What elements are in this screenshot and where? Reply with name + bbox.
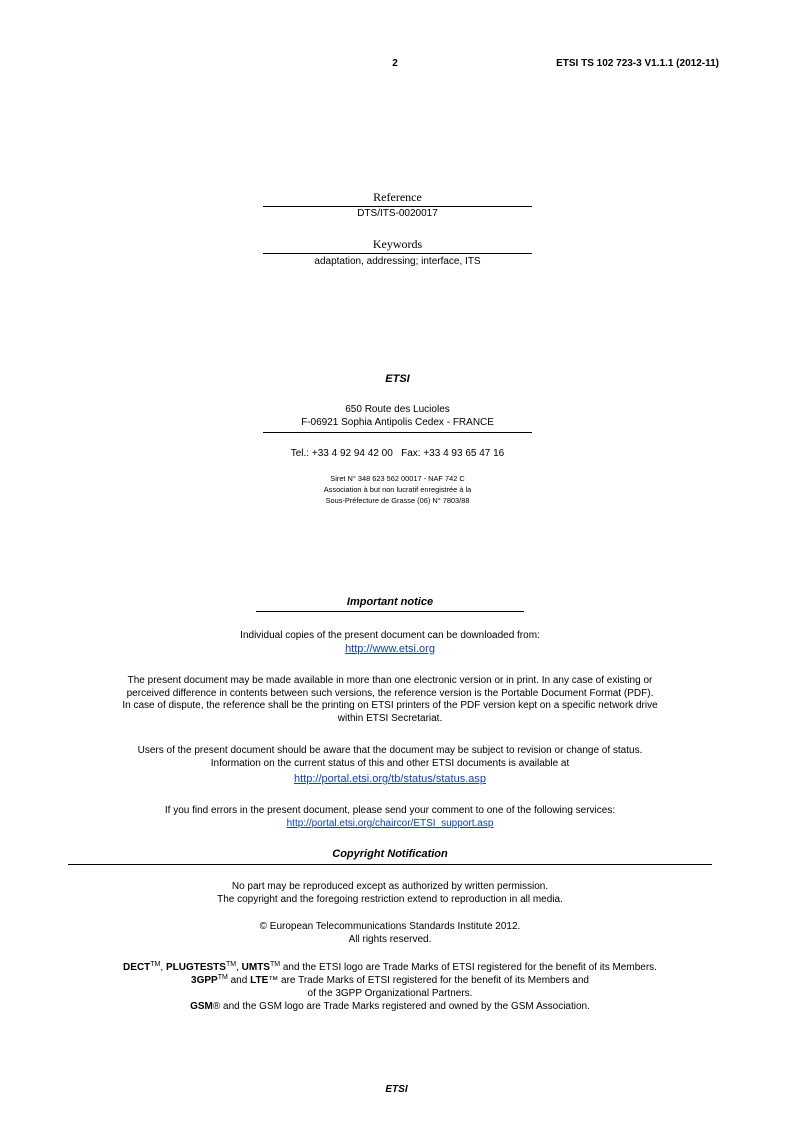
document-identifier: ETSI TS 102 723-3 V1.1.1 (2012-11) — [556, 58, 719, 69]
trademark-line-2: 3GPP™ and LTE™ are Trade Marks of ETSI registered for the benefit of its Members and — [191, 974, 589, 986]
address-rule — [263, 432, 532, 433]
etsi-website-link[interactable]: http://www.etsi.org — [345, 643, 435, 655]
reference-label: Reference — [373, 190, 422, 204]
important-notice-rule — [256, 611, 524, 612]
keywords-rule — [263, 253, 532, 254]
keywords-value: adaptation, addressing; interface, ITS — [314, 256, 481, 267]
errors-text: If you find errors in the present document, please send your comment to one of the following services: — [164, 805, 616, 816]
download-text: Individual copies of the present document can be downloaded from: — [240, 630, 540, 641]
reference-value: DTS/ITS-0020017 — [357, 208, 438, 219]
page-number: 2 — [392, 58, 398, 69]
status-page-link[interactable]: http://portal.etsi.org/tb/status/status.asp — [294, 773, 486, 785]
trademark-line-4: GSM® and the GSM logo are Trade Marks registered and owned by the GSM Association. — [190, 1001, 590, 1012]
copyright-title: Copyright Notification — [332, 848, 448, 860]
keywords-label: Keywords — [372, 237, 423, 251]
copyright-line-4: All rights reserved. — [348, 934, 432, 945]
address-line-1: 650 Route des Lucioles — [345, 404, 450, 415]
important-notice-title: Important notice — [346, 596, 434, 608]
support-link[interactable]: http://portal.etsi.org/chaircor/ETSI_support.asp — [286, 818, 494, 829]
trademark-line-3: of the 3GPP Organizational Partners. — [307, 988, 473, 999]
association-text: Association à but non lucratif enregistrée à la — [323, 485, 472, 494]
status-paragraph: Users of the present document should be aware that the document may be subject to revision or change of status. Information on the current status of this and other ETSI documents is available at — [137, 745, 643, 769]
versions-paragraph: The present document may be made available in more than one electronic version or in print. In any case of existing or perceived difference in contents between such versions, the reference version is the Portable Document Format (PDF). In case of dispute, the reference shall be the printing on ETSI printers of the PDF version kept on a specific network drive within ETSI Secretariat. — [122, 675, 658, 724]
siret-number: Siret N° 348 623 562 00017 - NAF 742 C — [330, 474, 465, 483]
footer-organization: ETSI — [385, 1084, 408, 1095]
prefecture-text: Sous-Préfecture de Grasse (06) N° 7803/88 — [325, 496, 470, 505]
copyright-line-2: The copyright and the foregoing restriction extend to reproduction in all media. — [217, 894, 563, 905]
organization-name: ETSI — [385, 373, 410, 385]
address-line-2: F-06921 Sophia Antipolis Cedex - FRANCE — [301, 417, 494, 428]
copyright-line-1: No part may be reproduced except as authorized by written permission. — [231, 881, 549, 892]
trademark-line-1: DECT™, PLUGTESTS™, UMTS™ and the ETSI logo are Trade Marks of ETSI registered for the benefit of its Members. — [123, 961, 657, 973]
phone-fax: Tel.: +33 4 92 94 42 00 Fax: +33 4 93 65 47 16 — [290, 448, 505, 459]
copyright-rule — [68, 864, 712, 865]
reference-rule — [263, 206, 532, 207]
copyright-line-3: © European Telecommunications Standards Institute 2012. — [259, 921, 521, 932]
